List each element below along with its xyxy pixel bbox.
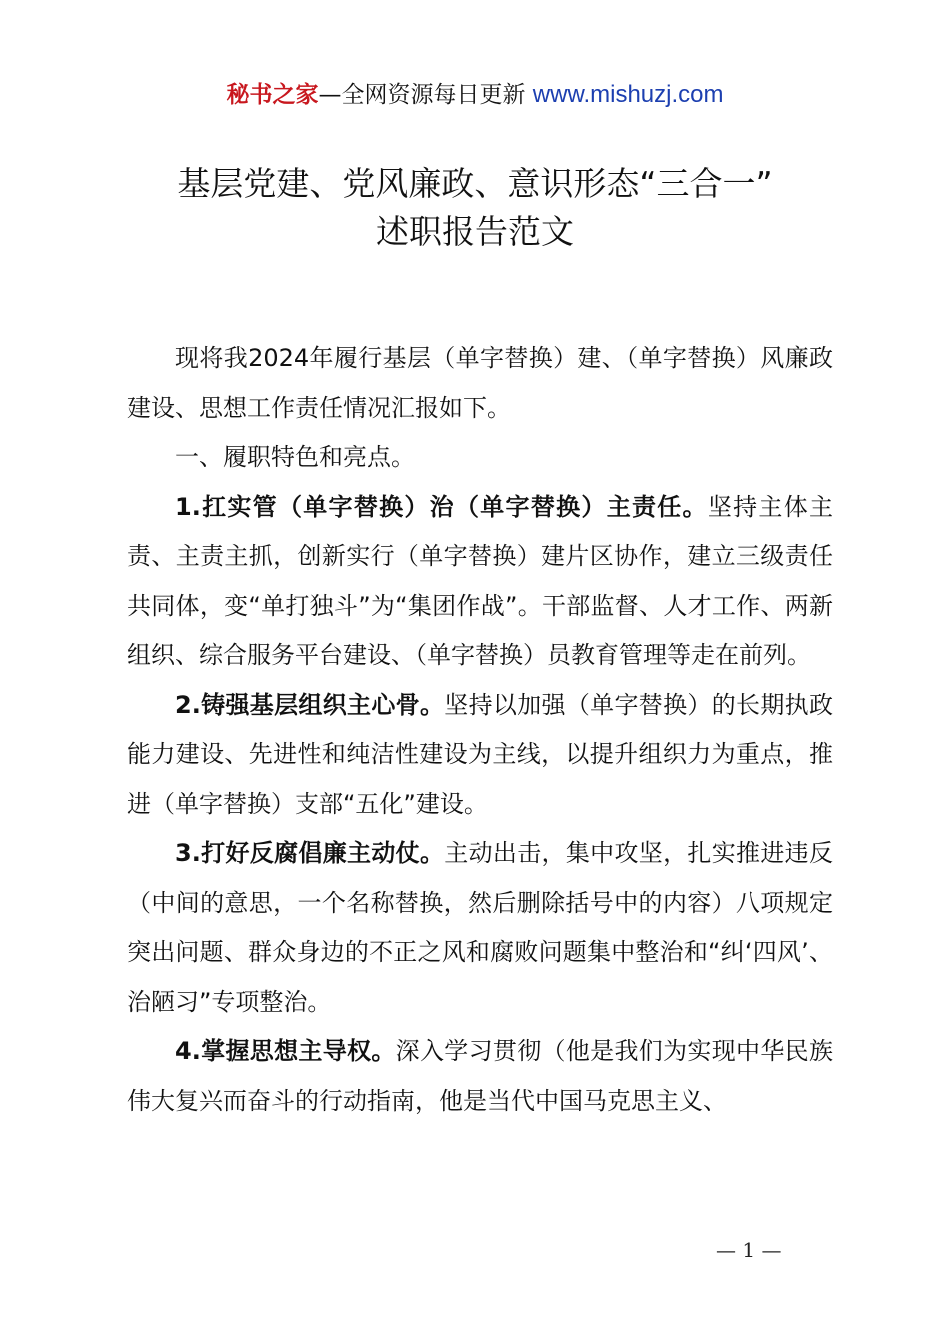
paragraph-item-3: [127, 829, 833, 1027]
paragraph-item-4: [127, 1027, 833, 1126]
paragraph-text: 深入学习贯彻（他是我们为实现中华民族伟大复兴而奋斗的行动指南，他是当代中国马克思主义、: [127, 1037, 833, 1115]
paragraph-intro: [127, 334, 833, 433]
paragraph-text: 坚持以加强（单字替换）的长期执政能力建设、先进性和纯洁性建设为主线，以提升组织力为重点，推进（单字替换）支部“五化”建设。: [127, 690, 833, 818]
paragraph-lead: 2.铸强基层组织主心骨。: [175, 690, 445, 719]
section-heading-1: [127, 433, 833, 483]
paragraph-item-2: [127, 681, 833, 830]
site-header: [0, 78, 950, 112]
paragraph-lead: 4.掌握思想主导权。: [175, 1037, 396, 1065]
document-title: [0, 160, 950, 256]
paragraph-text: 一、履职特色和亮点。: [175, 443, 415, 471]
paragraph-lead: 1.扛实管（单字替换）治（单字替换）主责任。: [175, 492, 708, 521]
header-tagline: —全网资源每日更新: [318, 82, 526, 108]
title-line-2: 述职报告范文: [376, 212, 574, 251]
brand-name: 秘书之家: [226, 82, 319, 108]
paragraph-text: 坚持主体主责、主责主抓，创新实行（单字替换）建片区协作，建立三级责任共同体，变“单打独斗”为“集团作战”。干部监督、人才工作、两新组织、综合服务平台建设、（单字替换）员教育管理等走在前列。: [127, 492, 833, 669]
paragraph-text: 主动出击，集中攻坚，扎实推进违反（中间的意思，一个名称替换，然后删除括号中的内容）八项规定突出问题、群众身边的不正之风和腐败问题集中整治和“纠‘四风’、治陋习”专项整治。: [127, 839, 833, 1016]
title-line-1: 基层党建、党风廉政、意识形态“三合一”: [177, 164, 773, 203]
document-body: [127, 334, 833, 1126]
page-number: — 1 —: [716, 1238, 782, 1262]
paragraph-text: 现将我2024年履行基层（单字替换）建、（单字替换）风廉政建设、思想工作责任情况汇报如下。: [127, 344, 833, 422]
paragraph-item-1: [127, 483, 833, 681]
site-url[interactable]: www.mishuzj.com: [532, 81, 724, 108]
paragraph-lead: 3.打好反腐倡廉主动仗。: [175, 839, 445, 867]
